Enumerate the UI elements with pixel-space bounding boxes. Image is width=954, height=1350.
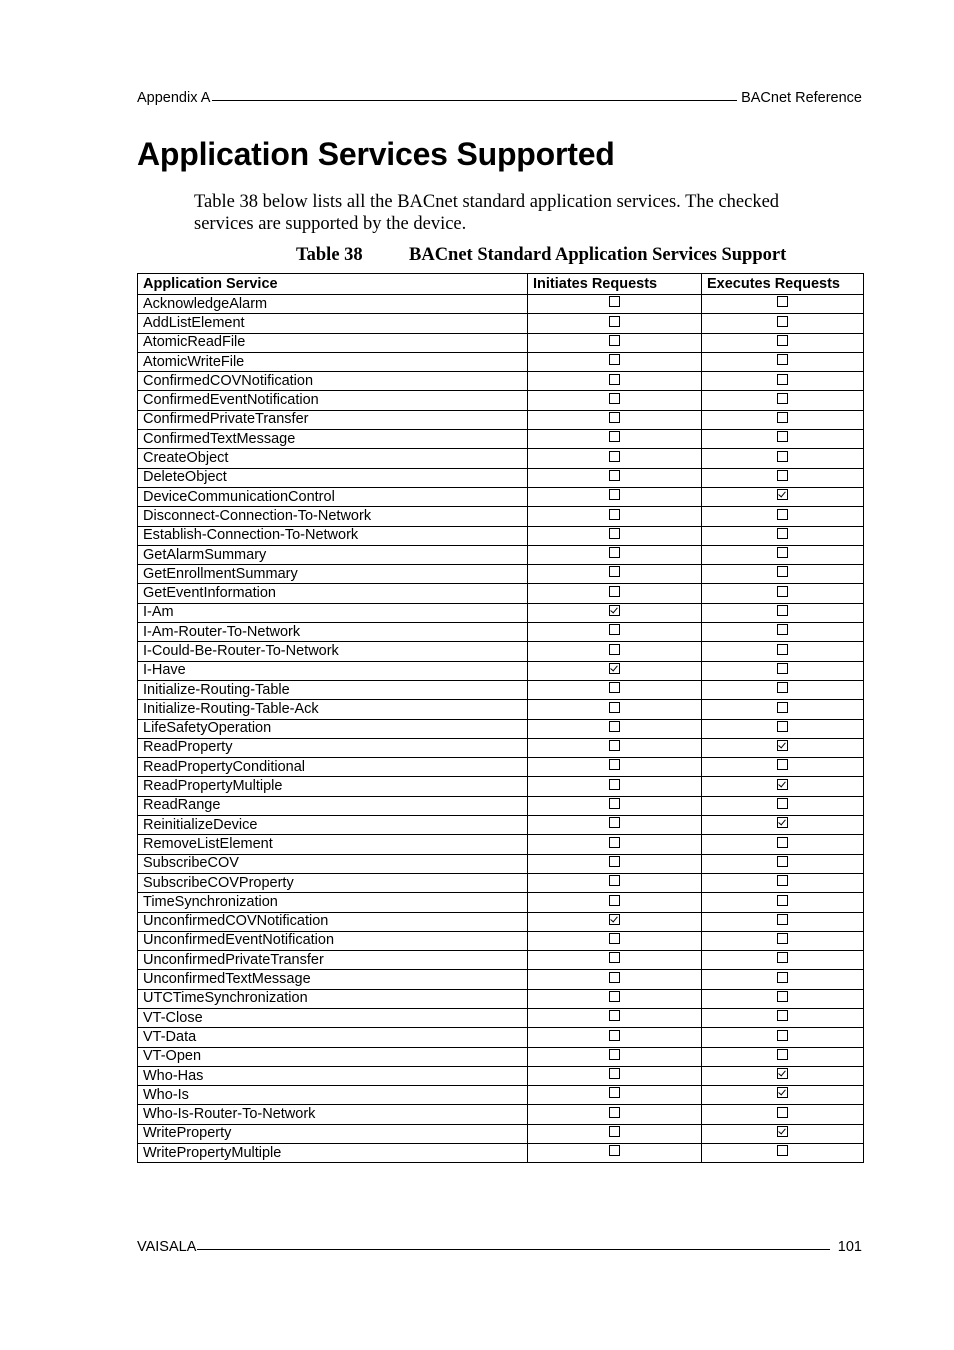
initiates-cell	[528, 623, 702, 642]
checked-box-icon	[777, 1087, 788, 1098]
table-row	[138, 1124, 864, 1143]
service-name: VT-Close	[138, 1008, 528, 1027]
executes-cell	[702, 1008, 864, 1027]
table-row	[138, 758, 864, 777]
executes-cell	[702, 430, 864, 449]
unchecked-box-icon	[609, 1010, 620, 1021]
column-header-executes: Executes Requests	[702, 274, 864, 295]
unchecked-box-icon	[609, 1107, 620, 1118]
unchecked-box-icon	[777, 354, 788, 365]
service-name: AcknowledgeAlarm	[138, 295, 528, 314]
unchecked-box-icon	[777, 528, 788, 539]
service-name: RemoveListElement	[138, 835, 528, 854]
table-row	[138, 680, 864, 699]
initiates-cell	[528, 410, 702, 429]
table-row	[138, 526, 864, 545]
executes-cell	[702, 314, 864, 333]
table-row	[138, 314, 864, 333]
service-name: Initialize-Routing-Table	[138, 680, 528, 699]
table-row	[138, 1105, 864, 1124]
initiates-cell	[528, 796, 702, 815]
unchecked-box-icon	[609, 296, 620, 307]
initiates-cell	[528, 738, 702, 757]
table-row	[138, 719, 864, 738]
table-row	[138, 352, 864, 371]
initiates-cell	[528, 584, 702, 603]
unchecked-box-icon	[777, 374, 788, 385]
checked-box-icon	[777, 1068, 788, 1079]
service-name: ConfirmedTextMessage	[138, 430, 528, 449]
initiates-cell	[528, 931, 702, 950]
service-name: VT-Data	[138, 1028, 528, 1047]
unchecked-box-icon	[777, 470, 788, 481]
service-name: Initialize-Routing-Table-Ack	[138, 700, 528, 719]
footer-left: VAISALA	[137, 1239, 197, 1255]
unchecked-box-icon	[777, 682, 788, 693]
table-row	[138, 391, 864, 410]
service-name: UnconfirmedCOVNotification	[138, 912, 528, 931]
unchecked-box-icon	[777, 316, 788, 327]
unchecked-box-icon	[609, 335, 620, 346]
executes-cell	[702, 410, 864, 429]
table-row	[138, 603, 864, 622]
table-row	[138, 430, 864, 449]
table-row	[138, 970, 864, 989]
unchecked-box-icon	[609, 972, 620, 983]
service-name: WritePropertyMultiple	[138, 1144, 528, 1163]
unchecked-box-icon	[609, 1068, 620, 1079]
checked-box-icon	[777, 817, 788, 828]
initiates-cell	[528, 487, 702, 506]
unchecked-box-icon	[777, 759, 788, 770]
unchecked-box-icon	[777, 605, 788, 616]
executes-cell	[702, 854, 864, 873]
unchecked-box-icon	[777, 296, 788, 307]
unchecked-box-icon	[777, 933, 788, 944]
unchecked-box-icon	[777, 509, 788, 520]
service-name: ReinitializeDevice	[138, 816, 528, 835]
service-name: UnconfirmedEventNotification	[138, 931, 528, 950]
executes-cell	[702, 526, 864, 545]
initiates-cell	[528, 873, 702, 892]
initiates-cell	[528, 314, 702, 333]
unchecked-box-icon	[777, 972, 788, 983]
unchecked-box-icon	[609, 547, 620, 558]
executes-cell	[702, 352, 864, 371]
unchecked-box-icon	[609, 431, 620, 442]
initiates-cell	[528, 951, 702, 970]
executes-cell	[702, 545, 864, 564]
checked-box-icon	[609, 914, 620, 925]
executes-cell	[702, 623, 864, 642]
services-table	[137, 273, 864, 1163]
initiates-cell	[528, 893, 702, 912]
table-caption	[296, 245, 786, 266]
initiates-cell	[528, 507, 702, 526]
unchecked-box-icon	[777, 721, 788, 732]
executes-cell	[702, 873, 864, 892]
table-row	[138, 333, 864, 352]
service-name: WriteProperty	[138, 1124, 528, 1143]
service-name: Who-Is-Router-To-Network	[138, 1105, 528, 1124]
initiates-cell	[528, 777, 702, 796]
initiates-cell	[528, 545, 702, 564]
table-row	[138, 1008, 864, 1027]
unchecked-box-icon	[777, 393, 788, 404]
service-name: I-Have	[138, 661, 528, 680]
table-row	[138, 661, 864, 680]
unchecked-box-icon	[609, 702, 620, 713]
unchecked-box-icon	[609, 451, 620, 462]
executes-cell	[702, 333, 864, 352]
initiates-cell	[528, 854, 702, 873]
executes-cell	[702, 1105, 864, 1124]
unchecked-box-icon	[777, 412, 788, 423]
unchecked-box-icon	[777, 1030, 788, 1041]
table-row	[138, 623, 864, 642]
checked-box-icon	[777, 1126, 788, 1137]
table-row	[138, 410, 864, 429]
checked-box-icon	[777, 779, 788, 790]
unchecked-box-icon	[609, 721, 620, 732]
service-name: DeviceCommunicationControl	[138, 487, 528, 506]
unchecked-box-icon	[609, 354, 620, 365]
initiates-cell	[528, 1066, 702, 1085]
unchecked-box-icon	[609, 895, 620, 906]
table-row	[138, 854, 864, 873]
page-header	[137, 90, 862, 110]
unchecked-box-icon	[777, 1107, 788, 1118]
unchecked-box-icon	[777, 875, 788, 886]
initiates-cell	[528, 912, 702, 931]
unchecked-box-icon	[777, 451, 788, 462]
header-left: Appendix A	[137, 90, 211, 106]
table-row	[138, 816, 864, 835]
unchecked-box-icon	[609, 798, 620, 809]
service-name: ReadRange	[138, 796, 528, 815]
service-name: SubscribeCOVProperty	[138, 873, 528, 892]
column-header-service: Application Service	[138, 274, 528, 295]
initiates-cell	[528, 333, 702, 352]
table-row	[138, 912, 864, 931]
service-name: GetEnrollmentSummary	[138, 565, 528, 584]
initiates-cell	[528, 642, 702, 661]
table-row	[138, 642, 864, 661]
executes-cell	[702, 893, 864, 912]
table-row	[138, 565, 864, 584]
unchecked-box-icon	[609, 933, 620, 944]
initiates-cell	[528, 526, 702, 545]
service-name: GetAlarmSummary	[138, 545, 528, 564]
initiates-cell	[528, 970, 702, 989]
checked-box-icon	[777, 489, 788, 500]
unchecked-box-icon	[777, 335, 788, 346]
service-name: I-Could-Be-Router-To-Network	[138, 642, 528, 661]
service-name: UnconfirmedPrivateTransfer	[138, 951, 528, 970]
executes-cell	[702, 1066, 864, 1085]
initiates-cell	[528, 1124, 702, 1143]
unchecked-box-icon	[609, 759, 620, 770]
unchecked-box-icon	[609, 624, 620, 635]
table-row	[138, 584, 864, 603]
header-rule	[212, 100, 737, 101]
unchecked-box-icon	[777, 663, 788, 674]
service-name: ReadPropertyConditional	[138, 758, 528, 777]
unchecked-box-icon	[777, 624, 788, 635]
page-footer	[137, 1239, 862, 1259]
unchecked-box-icon	[777, 702, 788, 713]
initiates-cell	[528, 680, 702, 699]
unchecked-box-icon	[609, 991, 620, 1002]
unchecked-box-icon	[777, 895, 788, 906]
table-row	[138, 873, 864, 892]
initiates-cell	[528, 1105, 702, 1124]
unchecked-box-icon	[609, 1087, 620, 1098]
unchecked-box-icon	[609, 489, 620, 500]
initiates-cell	[528, 1047, 702, 1066]
unchecked-box-icon	[609, 1145, 620, 1156]
executes-cell	[702, 1047, 864, 1066]
executes-cell	[702, 931, 864, 950]
unchecked-box-icon	[609, 316, 620, 327]
service-name: Who-Is	[138, 1086, 528, 1105]
unchecked-box-icon	[777, 1049, 788, 1060]
table-row	[138, 507, 864, 526]
executes-cell	[702, 661, 864, 680]
executes-cell	[702, 565, 864, 584]
service-name: DeleteObject	[138, 468, 528, 487]
executes-cell	[702, 816, 864, 835]
table-row	[138, 835, 864, 854]
executes-cell	[702, 642, 864, 661]
initiates-cell	[528, 352, 702, 371]
table-row	[138, 989, 864, 1008]
executes-cell	[702, 295, 864, 314]
unchecked-box-icon	[777, 644, 788, 655]
unchecked-box-icon	[609, 374, 620, 385]
executes-cell	[702, 758, 864, 777]
service-name: AtomicReadFile	[138, 333, 528, 352]
table-row	[138, 449, 864, 468]
initiates-cell	[528, 835, 702, 854]
service-name: GetEventInformation	[138, 584, 528, 603]
service-name: I-Am	[138, 603, 528, 622]
executes-cell	[702, 391, 864, 410]
unchecked-box-icon	[609, 528, 620, 539]
table-row	[138, 951, 864, 970]
unchecked-box-icon	[777, 914, 788, 925]
table-row	[138, 1066, 864, 1085]
service-name: VT-Open	[138, 1047, 528, 1066]
executes-cell	[702, 372, 864, 391]
unchecked-box-icon	[609, 1126, 620, 1137]
service-name: LifeSafetyOperation	[138, 719, 528, 738]
table-row	[138, 372, 864, 391]
executes-cell	[702, 680, 864, 699]
service-name: UnconfirmedTextMessage	[138, 970, 528, 989]
service-name: SubscribeCOV	[138, 854, 528, 873]
table-row	[138, 545, 864, 564]
initiates-cell	[528, 816, 702, 835]
executes-cell	[702, 777, 864, 796]
column-header-initiates: Initiates Requests	[528, 274, 702, 295]
table-row	[138, 931, 864, 950]
service-name: Disconnect-Connection-To-Network	[138, 507, 528, 526]
table-body	[138, 295, 864, 1163]
unchecked-box-icon	[777, 1145, 788, 1156]
initiates-cell	[528, 295, 702, 314]
unchecked-box-icon	[609, 393, 620, 404]
executes-cell	[702, 507, 864, 526]
table-row	[138, 468, 864, 487]
executes-cell	[702, 719, 864, 738]
table-row	[138, 738, 864, 757]
executes-cell	[702, 1086, 864, 1105]
unchecked-box-icon	[609, 817, 620, 828]
initiates-cell	[528, 1008, 702, 1027]
initiates-cell	[528, 565, 702, 584]
service-name: ConfirmedPrivateTransfer	[138, 410, 528, 429]
table-header-row	[138, 274, 864, 295]
unchecked-box-icon	[609, 470, 620, 481]
service-name: AddListElement	[138, 314, 528, 333]
service-name: CreateObject	[138, 449, 528, 468]
unchecked-box-icon	[777, 431, 788, 442]
service-name: ReadPropertyMultiple	[138, 777, 528, 796]
unchecked-box-icon	[609, 875, 620, 886]
table-row	[138, 1086, 864, 1105]
executes-cell	[702, 1124, 864, 1143]
unchecked-box-icon	[609, 644, 620, 655]
unchecked-box-icon	[777, 566, 788, 577]
executes-cell	[702, 738, 864, 757]
initiates-cell	[528, 758, 702, 777]
initiates-cell	[528, 468, 702, 487]
table-row	[138, 487, 864, 506]
initiates-cell	[528, 391, 702, 410]
unchecked-box-icon	[609, 509, 620, 520]
unchecked-box-icon	[609, 779, 620, 790]
executes-cell	[702, 487, 864, 506]
executes-cell	[702, 951, 864, 970]
executes-cell	[702, 912, 864, 931]
initiates-cell	[528, 430, 702, 449]
unchecked-box-icon	[777, 798, 788, 809]
unchecked-box-icon	[609, 682, 620, 693]
table-row	[138, 700, 864, 719]
initiates-cell	[528, 989, 702, 1008]
table-row	[138, 1047, 864, 1066]
initiates-cell	[528, 700, 702, 719]
executes-cell	[702, 603, 864, 622]
initiates-cell	[528, 1086, 702, 1105]
executes-cell	[702, 584, 864, 603]
service-name: ConfirmedCOVNotification	[138, 372, 528, 391]
unchecked-box-icon	[777, 952, 788, 963]
executes-cell	[702, 700, 864, 719]
unchecked-box-icon	[777, 547, 788, 558]
unchecked-box-icon	[609, 1049, 620, 1060]
service-name: UTCTimeSynchronization	[138, 989, 528, 1008]
executes-cell	[702, 796, 864, 815]
unchecked-box-icon	[777, 586, 788, 597]
unchecked-box-icon	[609, 412, 620, 423]
unchecked-box-icon	[609, 837, 620, 848]
service-name: Who-Has	[138, 1066, 528, 1085]
unchecked-box-icon	[609, 856, 620, 867]
checked-box-icon	[777, 740, 788, 751]
unchecked-box-icon	[777, 991, 788, 1002]
table-caption-number: Table 38	[296, 245, 363, 265]
table-row	[138, 777, 864, 796]
service-name: TimeSynchronization	[138, 893, 528, 912]
service-name: ConfirmedEventNotification	[138, 391, 528, 410]
table-row	[138, 796, 864, 815]
unchecked-box-icon	[777, 856, 788, 867]
executes-cell	[702, 468, 864, 487]
table-row	[138, 295, 864, 314]
table-row	[138, 1028, 864, 1047]
executes-cell	[702, 835, 864, 854]
initiates-cell	[528, 661, 702, 680]
page-title: Application Services Supported	[137, 136, 615, 172]
page-number: 101	[837, 1239, 862, 1255]
unchecked-box-icon	[609, 952, 620, 963]
checked-box-icon	[609, 663, 620, 674]
intro-paragraph: Table 38 below lists all the BACnet standard application services. The checked services are supported by the device.	[194, 192, 780, 234]
initiates-cell	[528, 372, 702, 391]
table-caption-text: BACnet Standard Application Services Support	[409, 245, 787, 265]
unchecked-box-icon	[609, 566, 620, 577]
initiates-cell	[528, 1028, 702, 1047]
unchecked-box-icon	[609, 740, 620, 751]
executes-cell	[702, 1028, 864, 1047]
service-name: Establish-Connection-To-Network	[138, 526, 528, 545]
unchecked-box-icon	[609, 586, 620, 597]
initiates-cell	[528, 449, 702, 468]
table-row	[138, 1144, 864, 1163]
initiates-cell	[528, 1144, 702, 1163]
footer-rule	[197, 1249, 829, 1250]
executes-cell	[702, 970, 864, 989]
initiates-cell	[528, 719, 702, 738]
header-right: BACnet Reference	[741, 90, 862, 106]
table-row	[138, 893, 864, 912]
service-name: I-Am-Router-To-Network	[138, 623, 528, 642]
initiates-cell	[528, 603, 702, 622]
unchecked-box-icon	[777, 1010, 788, 1021]
executes-cell	[702, 1144, 864, 1163]
service-name: ReadProperty	[138, 738, 528, 757]
executes-cell	[702, 449, 864, 468]
unchecked-box-icon	[777, 837, 788, 848]
executes-cell	[702, 989, 864, 1008]
unchecked-box-icon	[609, 1030, 620, 1041]
service-name: AtomicWriteFile	[138, 352, 528, 371]
checked-box-icon	[609, 605, 620, 616]
